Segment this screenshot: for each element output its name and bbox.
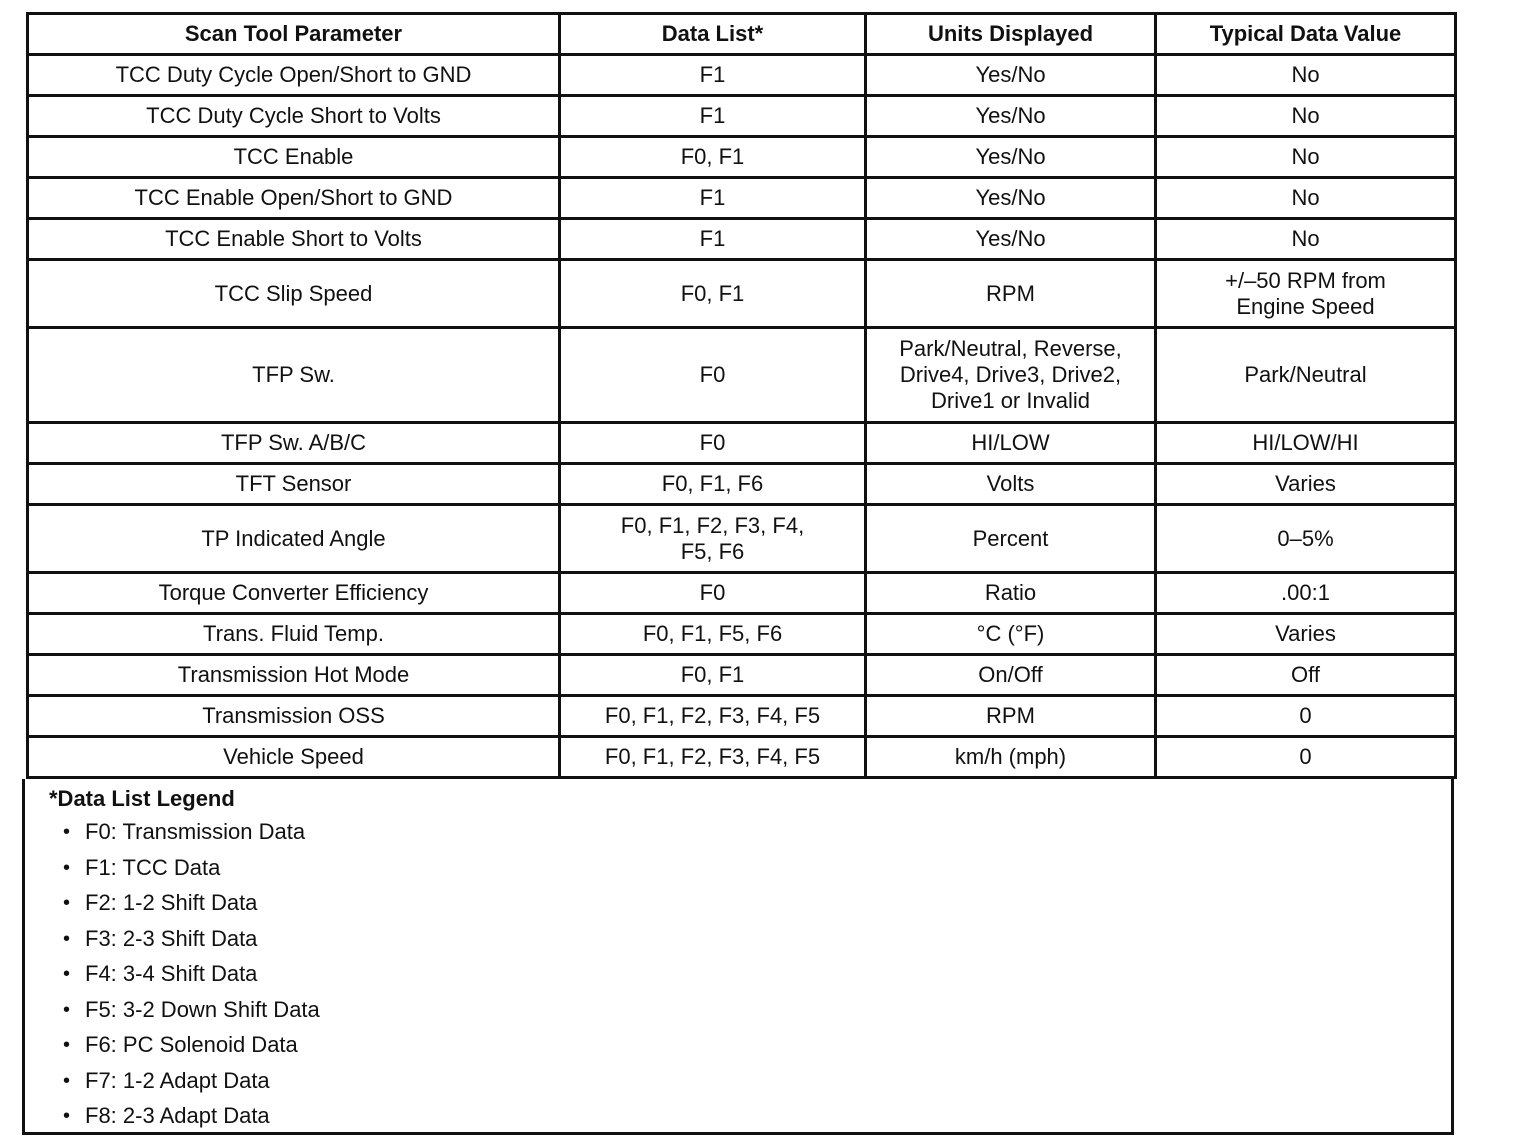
- cell-units: Yes/No: [866, 178, 1156, 219]
- cell-units: Percent: [866, 505, 1156, 573]
- cell-data-list: F0: [560, 423, 866, 464]
- cell-units: Yes/No: [866, 55, 1156, 96]
- legend-item-text: F6: PC Solenoid Data: [85, 1032, 298, 1057]
- table-row: [28, 696, 1456, 737]
- cell-typical: HI/LOW/HI: [1156, 423, 1456, 464]
- legend-item-text: F7: 1-2 Adapt Data: [85, 1067, 270, 1093]
- legend-item-text: F2: 1-2 Shift Data: [85, 890, 258, 915]
- table-row: [28, 423, 1456, 464]
- table-row: [28, 464, 1456, 505]
- table-row: [28, 96, 1456, 137]
- cell-units: Yes/No: [866, 137, 1156, 178]
- cell-data-list: F0, F1, F5, F6: [560, 614, 866, 655]
- cell-data-list: F0: [560, 573, 866, 614]
- cell-parameter: Transmission Hot Mode: [28, 655, 560, 696]
- bullet-icon: •: [63, 963, 71, 985]
- cell-parameter: Torque Converter Efficiency: [28, 573, 560, 614]
- bullet-icon: •: [63, 856, 71, 879]
- cell-data-list: F0, F1, F2, F3, F4, F5, F6: [560, 505, 866, 573]
- cell-typical: No: [1156, 96, 1456, 137]
- cell-units: Volts: [866, 464, 1156, 505]
- list-item: [63, 1032, 1451, 1068]
- table-row: [28, 614, 1456, 655]
- cell-typical: Varies: [1156, 464, 1456, 505]
- cell-parameter: Transmission OSS: [28, 696, 560, 737]
- table-row: [28, 137, 1456, 178]
- list-item: [63, 961, 1451, 997]
- cell-parameter: TCC Enable Open/Short to GND: [28, 178, 560, 219]
- legend-item-text: F5: 3-2 Down Shift Data: [85, 996, 320, 1022]
- legend-item-text: F1: TCC Data: [85, 854, 221, 880]
- cell-typical: No: [1156, 55, 1456, 96]
- cell-data-list: F0, F1: [560, 260, 866, 328]
- cell-typical: Park/Neutral: [1156, 328, 1456, 423]
- legend-item-text: F0: Transmission Data: [85, 819, 306, 844]
- list-item: [63, 997, 1451, 1033]
- bullet-icon: •: [63, 821, 71, 843]
- legend-item-text: F8: 2-3 Adapt Data: [85, 1103, 270, 1128]
- cell-data-list: F0, F1, F2, F3, F4, F5: [560, 737, 866, 778]
- header-units-displayed: Units Displayed: [866, 14, 1156, 55]
- bullet-icon: •: [63, 998, 71, 1021]
- cell-parameter: TFP Sw.: [28, 328, 560, 423]
- cell-data-list: F0, F1: [560, 137, 866, 178]
- legend-item-text: F3: 2-3 Shift Data: [85, 925, 258, 951]
- cell-data-list: F1: [560, 55, 866, 96]
- list-item: [63, 819, 1451, 855]
- cell-typical: No: [1156, 137, 1456, 178]
- cell-units: Yes/No: [866, 219, 1156, 260]
- cell-data-list: F0: [560, 328, 866, 423]
- table-row: [28, 655, 1456, 696]
- cell-parameter: TCC Enable: [28, 137, 560, 178]
- cell-typical: 0: [1156, 737, 1456, 778]
- cell-units: RPM: [866, 696, 1156, 737]
- table-row: [28, 260, 1456, 328]
- bullet-icon: •: [63, 1034, 71, 1056]
- cell-parameter: TFP Sw. A/B/C: [28, 423, 560, 464]
- cell-parameter: TCC Duty Cycle Open/Short to GND: [28, 55, 560, 96]
- scan-tool-data-sheet: [26, 12, 1454, 1135]
- cell-typical: .00:1: [1156, 573, 1456, 614]
- cell-typical: 0–5%: [1156, 505, 1456, 573]
- cell-units: °C (°F): [866, 614, 1156, 655]
- cell-units: km/h (mph): [866, 737, 1156, 778]
- cell-units: Park/Neutral, Reverse, Drive4, Drive3, Drive2, Drive1 or Invalid: [866, 328, 1156, 423]
- legend-list: [49, 819, 1451, 1139]
- cell-typical: No: [1156, 178, 1456, 219]
- cell-parameter: TCC Slip Speed: [28, 260, 560, 328]
- header-data-list: Data List*: [560, 14, 866, 55]
- cell-data-list: F1: [560, 219, 866, 260]
- header-scan-tool-parameter: Scan Tool Parameter: [28, 14, 560, 55]
- list-item: [63, 926, 1451, 962]
- table-row: [28, 219, 1456, 260]
- cell-parameter: Trans. Fluid Temp.: [28, 614, 560, 655]
- cell-data-list: F1: [560, 178, 866, 219]
- table-row: [28, 55, 1456, 96]
- cell-units: Yes/No: [866, 96, 1156, 137]
- cell-data-list: F0, F1, F2, F3, F4, F5: [560, 696, 866, 737]
- cell-parameter: TFT Sensor: [28, 464, 560, 505]
- legend-title: *Data List Legend: [49, 786, 235, 811]
- cell-typical: +/–50 RPM from Engine Speed: [1156, 260, 1456, 328]
- cell-parameter: TCC Enable Short to Volts: [28, 219, 560, 260]
- table-row: [28, 178, 1456, 219]
- cell-typical: Varies: [1156, 614, 1456, 655]
- list-item: [63, 1068, 1451, 1104]
- list-item: [63, 1103, 1451, 1139]
- legend-item-text: F4: 3-4 Shift Data: [85, 961, 258, 986]
- table-row: [28, 328, 1456, 423]
- bullet-icon: •: [63, 892, 71, 914]
- list-item: [63, 890, 1451, 926]
- list-item: [63, 855, 1451, 891]
- cell-units: HI/LOW: [866, 423, 1156, 464]
- bullet-icon: •: [63, 1069, 71, 1092]
- table-row: [28, 573, 1456, 614]
- cell-data-list: F0, F1, F6: [560, 464, 866, 505]
- table-row: [28, 737, 1456, 778]
- cell-parameter: TCC Duty Cycle Short to Volts: [28, 96, 560, 137]
- cell-parameter: TP Indicated Angle: [28, 505, 560, 573]
- data-list-legend: [22, 779, 1454, 1135]
- cell-typical: Off: [1156, 655, 1456, 696]
- bullet-icon: •: [63, 1105, 71, 1127]
- header-typical-data-value: Typical Data Value: [1156, 14, 1456, 55]
- cell-data-list: F1: [560, 96, 866, 137]
- cell-units: On/Off: [866, 655, 1156, 696]
- bullet-icon: •: [63, 927, 71, 950]
- cell-typical: 0: [1156, 696, 1456, 737]
- cell-data-list: F0, F1: [560, 655, 866, 696]
- cell-typical: No: [1156, 219, 1456, 260]
- cell-parameter: Vehicle Speed: [28, 737, 560, 778]
- table-row: [28, 505, 1456, 573]
- cell-units: RPM: [866, 260, 1156, 328]
- cell-units: Ratio: [866, 573, 1156, 614]
- table-header-row: [28, 14, 1456, 55]
- scan-tool-parameter-table: [26, 12, 1457, 779]
